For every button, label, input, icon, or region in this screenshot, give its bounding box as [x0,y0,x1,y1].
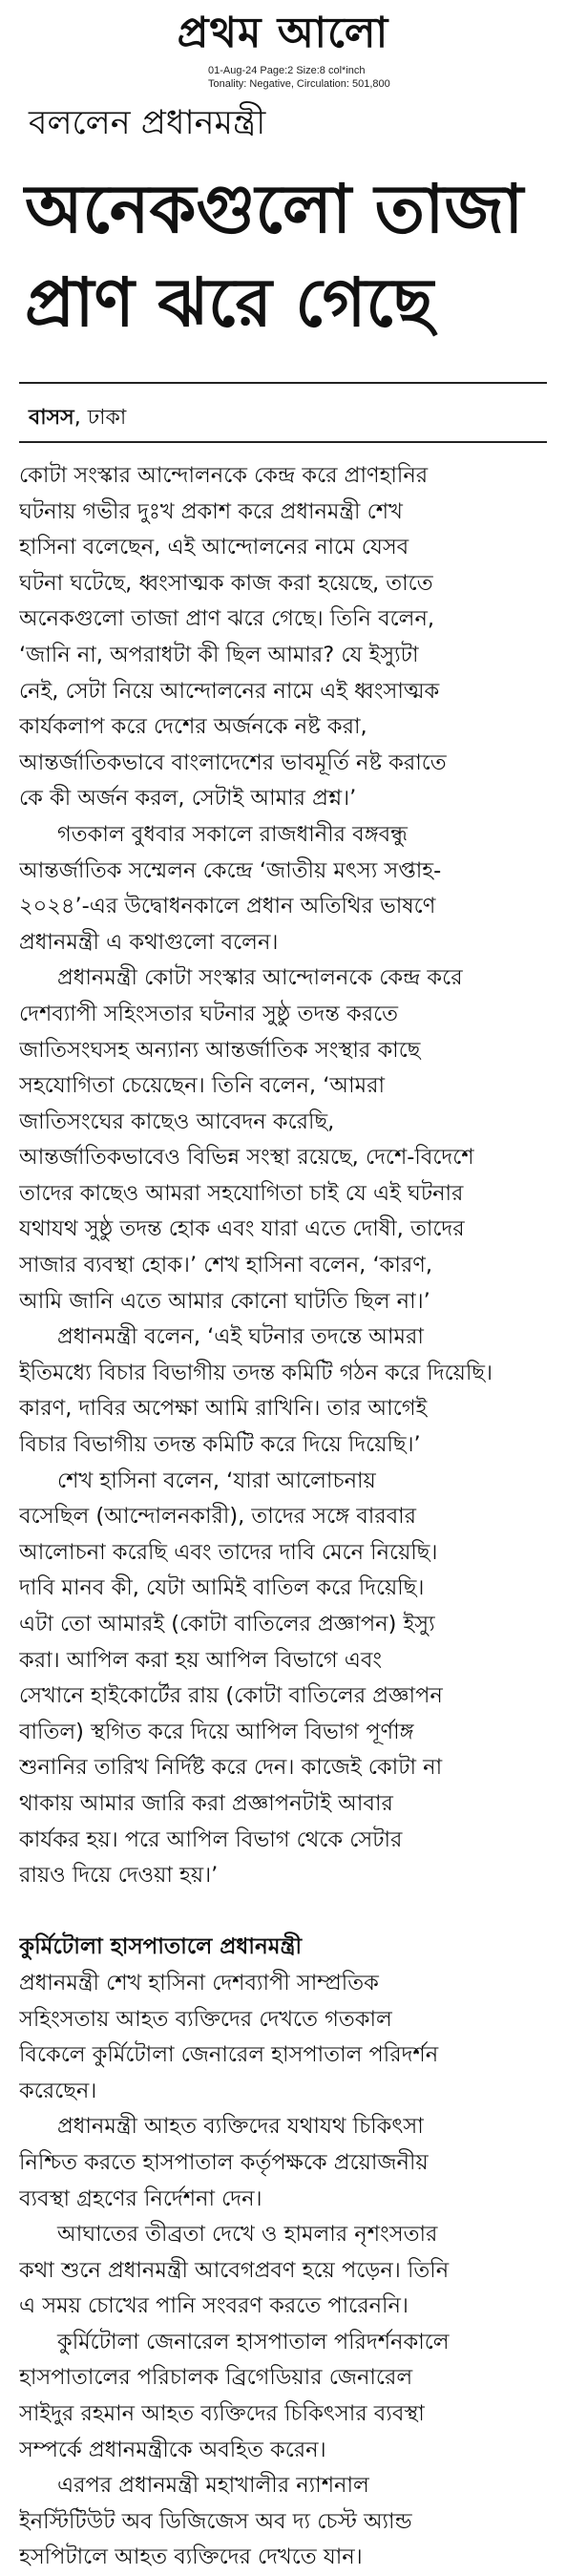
body-line: প্রধানমন্ত্রী কোটা সংস্কার আন্দোলনকে কেন্দ্র করে [57,965,463,991]
body-line: করেছেন। [19,2078,97,2103]
body-line: ব্যবস্থা গ্রহণের নির্দেশনা দেন। [19,2185,262,2211]
clipping-meta-date: 01-Aug-24 Page:2 Size:8 col*inch [208,65,366,76]
body-line: সহিংসতায় আহত ব্যক্তিদের দেখতে গতকাল [19,2006,392,2032]
byline [29,405,126,432]
body-line: দাবি মানব কী, যেটা আমিই বাতিল করে দিয়েছি। [19,1575,425,1601]
body-line: নেই, সেটা নিয়ে আন্দোলনের নামে এই ধ্বংসাত্মক [19,678,440,704]
body-line: থাকায় আমার জারি করা প্রজ্ঞাপনটাই আবার [19,1790,393,1816]
subheading: কুর্মিটোলা হাসপাতালে প্রধানমন্ত্রী [19,1934,303,1960]
body-line: শেখ হাসিনা বলেন, ‘যারা আলোচনায় [57,1467,376,1493]
body-line: আন্তর্জাতিক সম্মেলন কেন্দ্রে ‘জাতীয় মৎস্য সপ্তাহ- [19,857,442,883]
body-line: সাইদুর রহমান আহত ব্যক্তিদের চিকিৎসার ব্যবস্থা [19,2401,425,2427]
body-line: প্রধানমন্ত্রী আহত ব্যক্তিদের যথাযথ চিকিৎসা [57,2114,424,2140]
body-line: ২০২৪’-এর উদ্বোধনকালে প্রধান অতিথির ভাষণে [19,894,436,919]
byline-separator: , [73,406,88,430]
body-line: কে কী অর্জন করল, সেটাই আমার প্রশ্ন।’ [19,786,357,812]
body-line: আমি জানি এতে আমার কোনো ঘাটতি ছিল না।’ [19,1288,430,1314]
body-line: কথা শুনে প্রধানমন্ত্রী আবেগপ্রবণ হয়ে পড়েন। তিনি [19,2257,450,2283]
body-line: কার্যকলাপ করে দেশের অর্জনকে নষ্ট করা, [19,714,367,740]
body-line: শুনানির তারিখ নির্দিষ্ট করে দেন। কাজেই কোটা না [19,1755,443,1781]
body-line: কার্যকর হয়। পরে আপিল বিভাগ থেকে সেটার [19,1826,403,1852]
body-line: আঘাতের তীব্রতা দেখে ও হামলার নৃশংসতার [57,2222,438,2248]
body-line: সাজার ব্যবস্থা হোক।’ শেখ হাসিনা বলেন, ‘কারণ, [19,1253,433,1278]
headline [25,162,559,349]
body-line: বাতিল) স্থগিত করে দিয়ে আপিল বিভাগ পূর্ণাঙ্গ [19,1719,414,1744]
body-line: যথাযথ সুষ্ঠু তদন্ত হোক এবং যারা এতে দোষী, তাদের [19,1216,465,1242]
body-line: বিকেলে কুর্মিটোলা জেনারেল হাসপাতাল পরিদর্শন [19,2042,439,2068]
body-line: ‘জানি না, অপরাধটা কী ছিল আমার? যে ইস্যুটা [19,642,419,667]
body-line: জাতিসংঘসহ অন্যান্য আন্তর্জাতিক সংস্থার কাছে [19,1037,421,1063]
article-body [19,458,547,2576]
body-line: গতকাল বুধবার সকালে রাজধানীর বঙ্গবন্ধু [57,821,408,847]
body-line: হসপিটালে আহত ব্যক্তিদের দেখতে যান। [19,2544,363,2570]
body-line: ইনস্টিটিউট অব ডিজিজেস অব দ্য চেস্ট অ্যান্ড [19,2508,412,2534]
newspaper-logo: প্রথম আলো [177,9,389,57]
body-line: সহযোগিতা চেয়েছেন। তিনি বলেন, ‘আমরা [19,1073,386,1099]
headline-line-1: অনেকগুলো তাজা [25,170,524,248]
body-line: কুর্মিটোলা জেনারেল হাসপাতাল পরিদর্শনকালে [57,2329,450,2354]
body-line: নিশ্চিত করতে হাসপাতাল কর্তৃপক্ষকে প্রয়োজনীয় [19,2149,429,2175]
body-line: করা। আপিল করা হয় আপিল বিভাগে এবং [19,1647,383,1673]
body-line: প্রধানমন্ত্রী এ কথাগুলো বলেন। [19,929,279,955]
body-line: এ সময় চোখের পানি সংবরণ করতে পারেননি। [19,2293,409,2319]
body-line: কোটা সংস্কার আন্দোলনকে কেন্দ্র করে প্রাণহানির [19,463,429,488]
body-line: কারণ, দাবির অপেক্ষা আমি রাখিনি। তার আগেই [19,1396,428,1422]
body-line: আন্তর্জাতিকভাবে বাংলাদেশের ভাবমূর্তি নষ্ট করাতে [19,750,447,775]
byline-place: ঢাকা [87,406,127,430]
body-line: হাসপাতালের পরিচালক ব্রিগেডিয়ার জেনারেল [19,2365,413,2391]
body-line: সেখানে হাইকোর্টের রায় (কোটা বাতিলের প্রজ্ঞাপন [19,1683,443,1709]
body-line [19,1894,547,1931]
body-line: জাতিসংঘের কাছেও আবেদন করেছি, [19,1109,335,1134]
body-line: প্রধানমন্ত্রী শেখ হাসিনা দেশব্যাপী সাম্প্রতিক [19,1970,379,1995]
body-line: আলোচনা করেছি এবং তাদের দাবি মেনে নিয়েছি। [19,1539,438,1565]
body-line: বসেছিল (আন্দোলনকারী), তাদের সঙ্গে বারবার [19,1504,417,1530]
body-line: ঘটনায় গভীর দুঃখ প্রকাশ করে প্রধানমন্ত্রী শেখ [19,498,403,524]
body-line: ইতিমধ্যে বিচার বিভাগীয় তদন্ত কমিটি গঠন করে দিয়েছি। [19,1360,493,1385]
body-line: বিচার বিভাগীয় তদন্ত কমিটি করে দিয়ে দিয়েছি।’ [19,1432,421,1458]
divider [19,382,547,384]
divider [19,441,547,443]
body-line: ঘটনা ঘটেছে, ধ্বংসাত্মক কাজ করা হয়েছে, তাতে [19,570,433,596]
kicker: বললেন প্রধানমন্ত্রী [29,104,266,142]
byline-agency: বাসস [29,406,74,430]
body-line: সম্পর্কে প্রধানমন্ত্রীকে অবহিত করেন। [19,2437,326,2462]
body-line: রায়ও দিয়ে দেওয়া হয়।’ [19,1863,219,1889]
body-line: আন্তর্জাতিকভাবেও বিভিন্ন সংস্থা রয়েছে, দেশে-বিদেশে [19,1145,474,1171]
headline-line-2: প্রাণ ঝরে গেছে [25,264,434,342]
body-line: এটা তো আমারই (কোটা বাতিলের প্রজ্ঞাপন) ইস্যু [19,1612,435,1636]
masthead [0,10,566,57]
body-line: তাদের কাছেও আমরা সহযোগিতা চাই যে এই ঘটনার [19,1180,464,1206]
body-line: প্রধানমন্ত্রী বলেন, ‘এই ঘটনার তদন্তে আমরা [57,1324,424,1350]
body-line: অনেকগুলো তাজা প্রাণ ঝরে গেছে। তিনি বলেন, [19,606,435,632]
body-line: এরপর প্রধানমন্ত্রী মহাখালীর ন্যাশনাল [57,2473,369,2499]
body-line: দেশব্যাপী সহিংসতার ঘটনার সুষ্ঠু তদন্ত করতে [19,1001,399,1026]
body-line: হাসিনা বলেছেন, এই আন্দোলনের নামে যেসব [19,535,409,560]
clipping-meta-tonality: Tonality: Negative, Circulation: 501,800 [208,78,390,90]
